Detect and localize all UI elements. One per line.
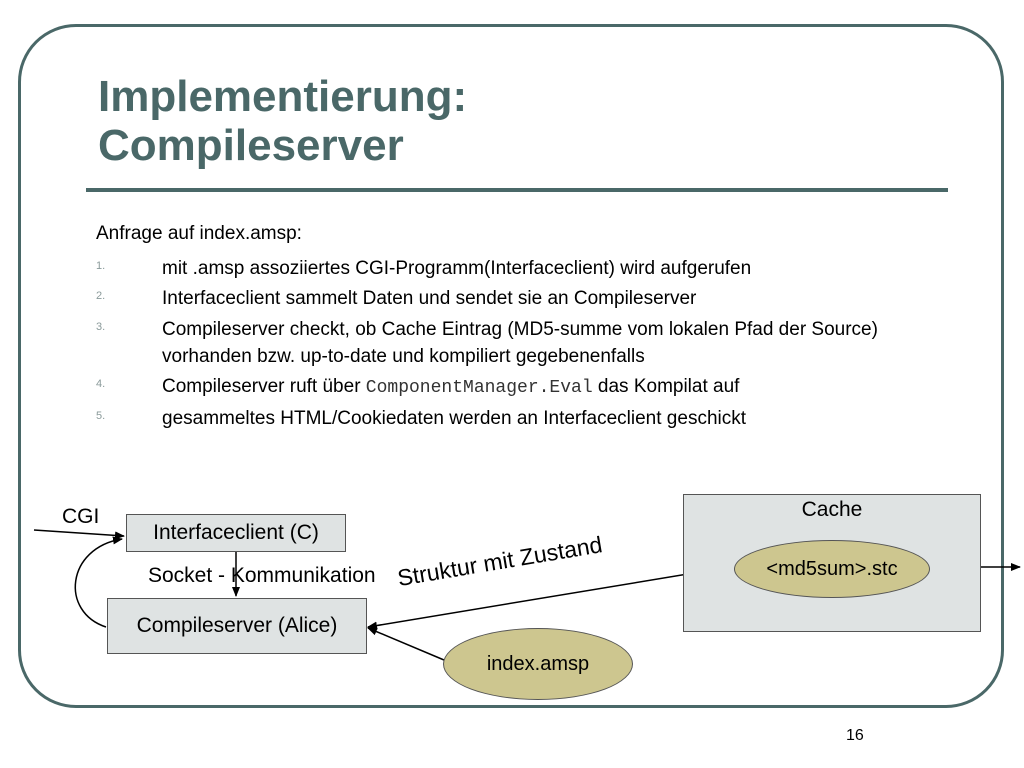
step-number: 2. bbox=[96, 290, 106, 303]
step-number: 5. bbox=[96, 410, 106, 423]
step-text: gesammeltes HTML/Cookiedaten werden an Interfaceclient geschickt bbox=[162, 408, 747, 430]
index-file-node: index.amsp bbox=[443, 628, 633, 700]
step-number: 4. bbox=[96, 378, 106, 391]
cgi-label: CGI bbox=[62, 505, 100, 528]
step-code: ComponentManager.Eval bbox=[365, 378, 593, 399]
intro-text: Anfrage auf index.amsp: bbox=[96, 223, 302, 244]
title-line-1: Implementierung: bbox=[98, 72, 468, 121]
cache-label: Cache bbox=[801, 498, 863, 521]
socket-label: Socket - Kommunikation bbox=[148, 564, 376, 587]
title-line-2: Compileserver bbox=[98, 121, 404, 171]
step-text-before: Compileserver ruft über bbox=[162, 376, 366, 398]
compileserver-box: Compileserver (Alice) bbox=[107, 598, 367, 654]
index-arrow bbox=[368, 628, 444, 660]
cgi-arrow bbox=[34, 530, 124, 536]
struktur-label: Struktur mit Zustand bbox=[395, 531, 605, 592]
step-number: 1. bbox=[96, 260, 106, 272]
step-text: Interfaceclient sammelt Daten und sendet sie an Compileserver bbox=[162, 288, 697, 310]
step-text: Compileserver checkt, ob Cache Eintrag (MD5-summe vom lokalen Pfad der Source) vorhanden bzw. up-to-date und kompiliert gegebenenfalls bbox=[162, 318, 878, 368]
page-number: 16 bbox=[846, 727, 864, 744]
interfaceclient-box: Interfaceclient (C) bbox=[126, 514, 346, 552]
step-text: mit .amsp assoziiertes CGI-Programm(Interfaceclient) wird aufgerufen bbox=[162, 258, 752, 279]
md5-file-node: <md5sum>.stc bbox=[734, 540, 930, 598]
step-number: 3. bbox=[96, 320, 106, 333]
step-text-after: das Kompilat auf bbox=[592, 376, 740, 398]
